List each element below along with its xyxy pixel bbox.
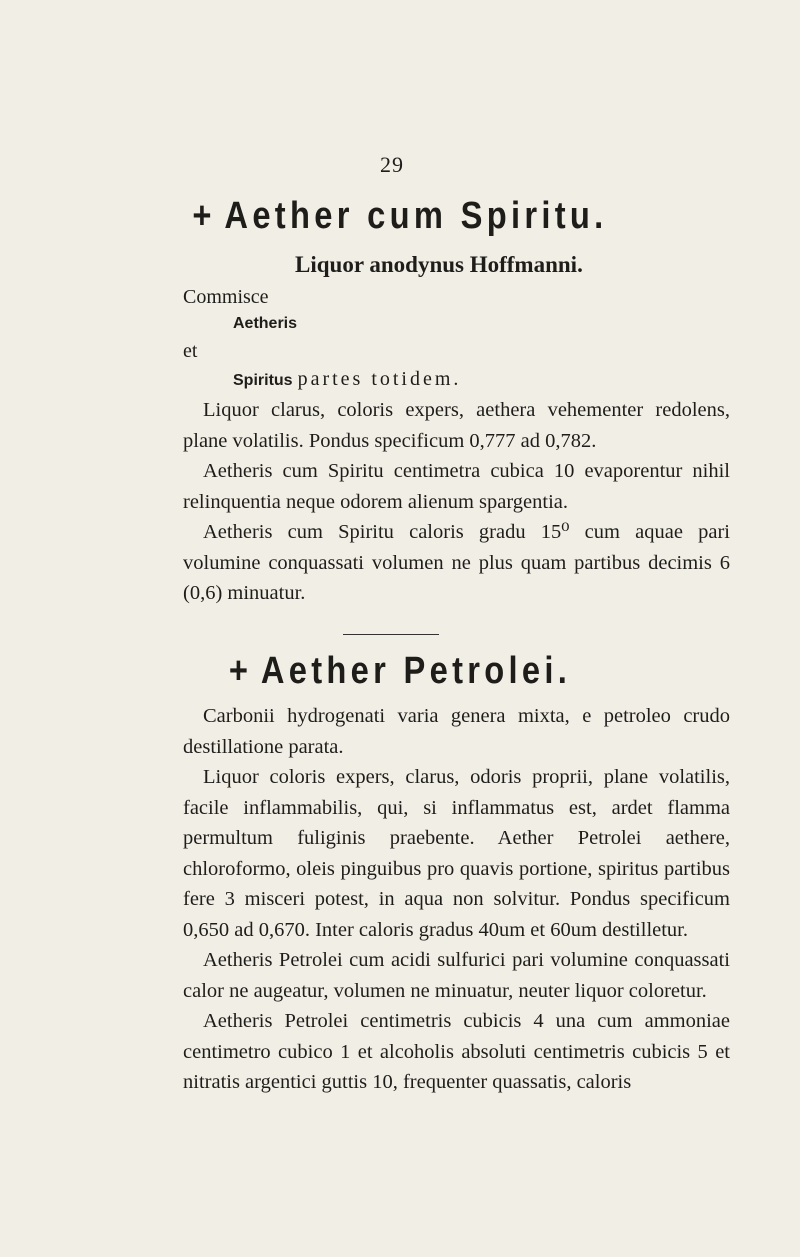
paragraph: Aetheris Petrolei cum acidi sulfurici pari volumine conquassati calor ne augeatur, volumen ne minuatur, neuter liquor coloretur. (183, 949, 730, 1002)
recipe-commisce: Commisce (183, 286, 269, 308)
recipe-spiritus: Spiritus (233, 372, 293, 389)
cross-symbol: + (192, 195, 216, 237)
section1-body (183, 395, 730, 609)
cross-symbol: + (228, 650, 253, 692)
page-number: 29 (380, 152, 404, 177)
paragraph: Liquor coloris expers, clarus, odoris proprii, plane volatilis, facile inflammabilis, qui, si inflammatus est, ardet flamma permultum fuliginis praebente. Aether Petrolei aethere, chloroformo, oleis pinguibus pro quavis portione, spiritus partibus fere 3 misceri potest, in aqua non solvitur. Pondus specificum 0,650 ad 0,670. Inter caloris gradus 40um et 60um destilletur. (183, 766, 730, 941)
section-title-aether-petrolei (56, 650, 744, 693)
section-title-aether-cum-spiritu (56, 195, 744, 238)
recipe-spiritus-line (233, 366, 461, 394)
paragraph: Aetheris cum Spiritu caloris gradu 15⁰ cum aquae pari volumine conquassati volumen ne plus quam partibus decimis 6 (0,6) minuatur. (183, 521, 730, 604)
paragraph: Liquor clarus, coloris expers, aethera vehementer redolens, plane volatilis. Pondus specificum 0,777 ad 0,782. (183, 399, 730, 452)
paragraph: Aetheris cum Spiritu centimetra cubica 10 evaporentur nihil relinquentia neque odorem alienum spargentia. (183, 460, 730, 513)
paragraph: Carbonii hydrogenati varia genera mixta, e petroleo crudo destillatione parata. (183, 705, 730, 758)
paragraph: Aetheris Petrolei centimetris cubicis 4 una cum ammoniae centimetro cubico 1 et alcoholis absoluti centimetris cubicis 5 et nitratis argentici guttis 10, frequenter quassatis, caloris (183, 1010, 730, 1093)
section-divider (343, 634, 439, 635)
section-title-text: Aether Petrolei. (260, 650, 572, 692)
section-subtitle: Liquor anodynus Hoffmanni. (295, 252, 583, 277)
section2-body (183, 701, 730, 1098)
recipe-et: et (183, 340, 198, 362)
section-title-text: Aether cum Spiritu. (224, 195, 608, 237)
recipe-aetheris: Aetheris (233, 315, 298, 332)
recipe-partes-totidem: partes totidem. (297, 368, 462, 390)
